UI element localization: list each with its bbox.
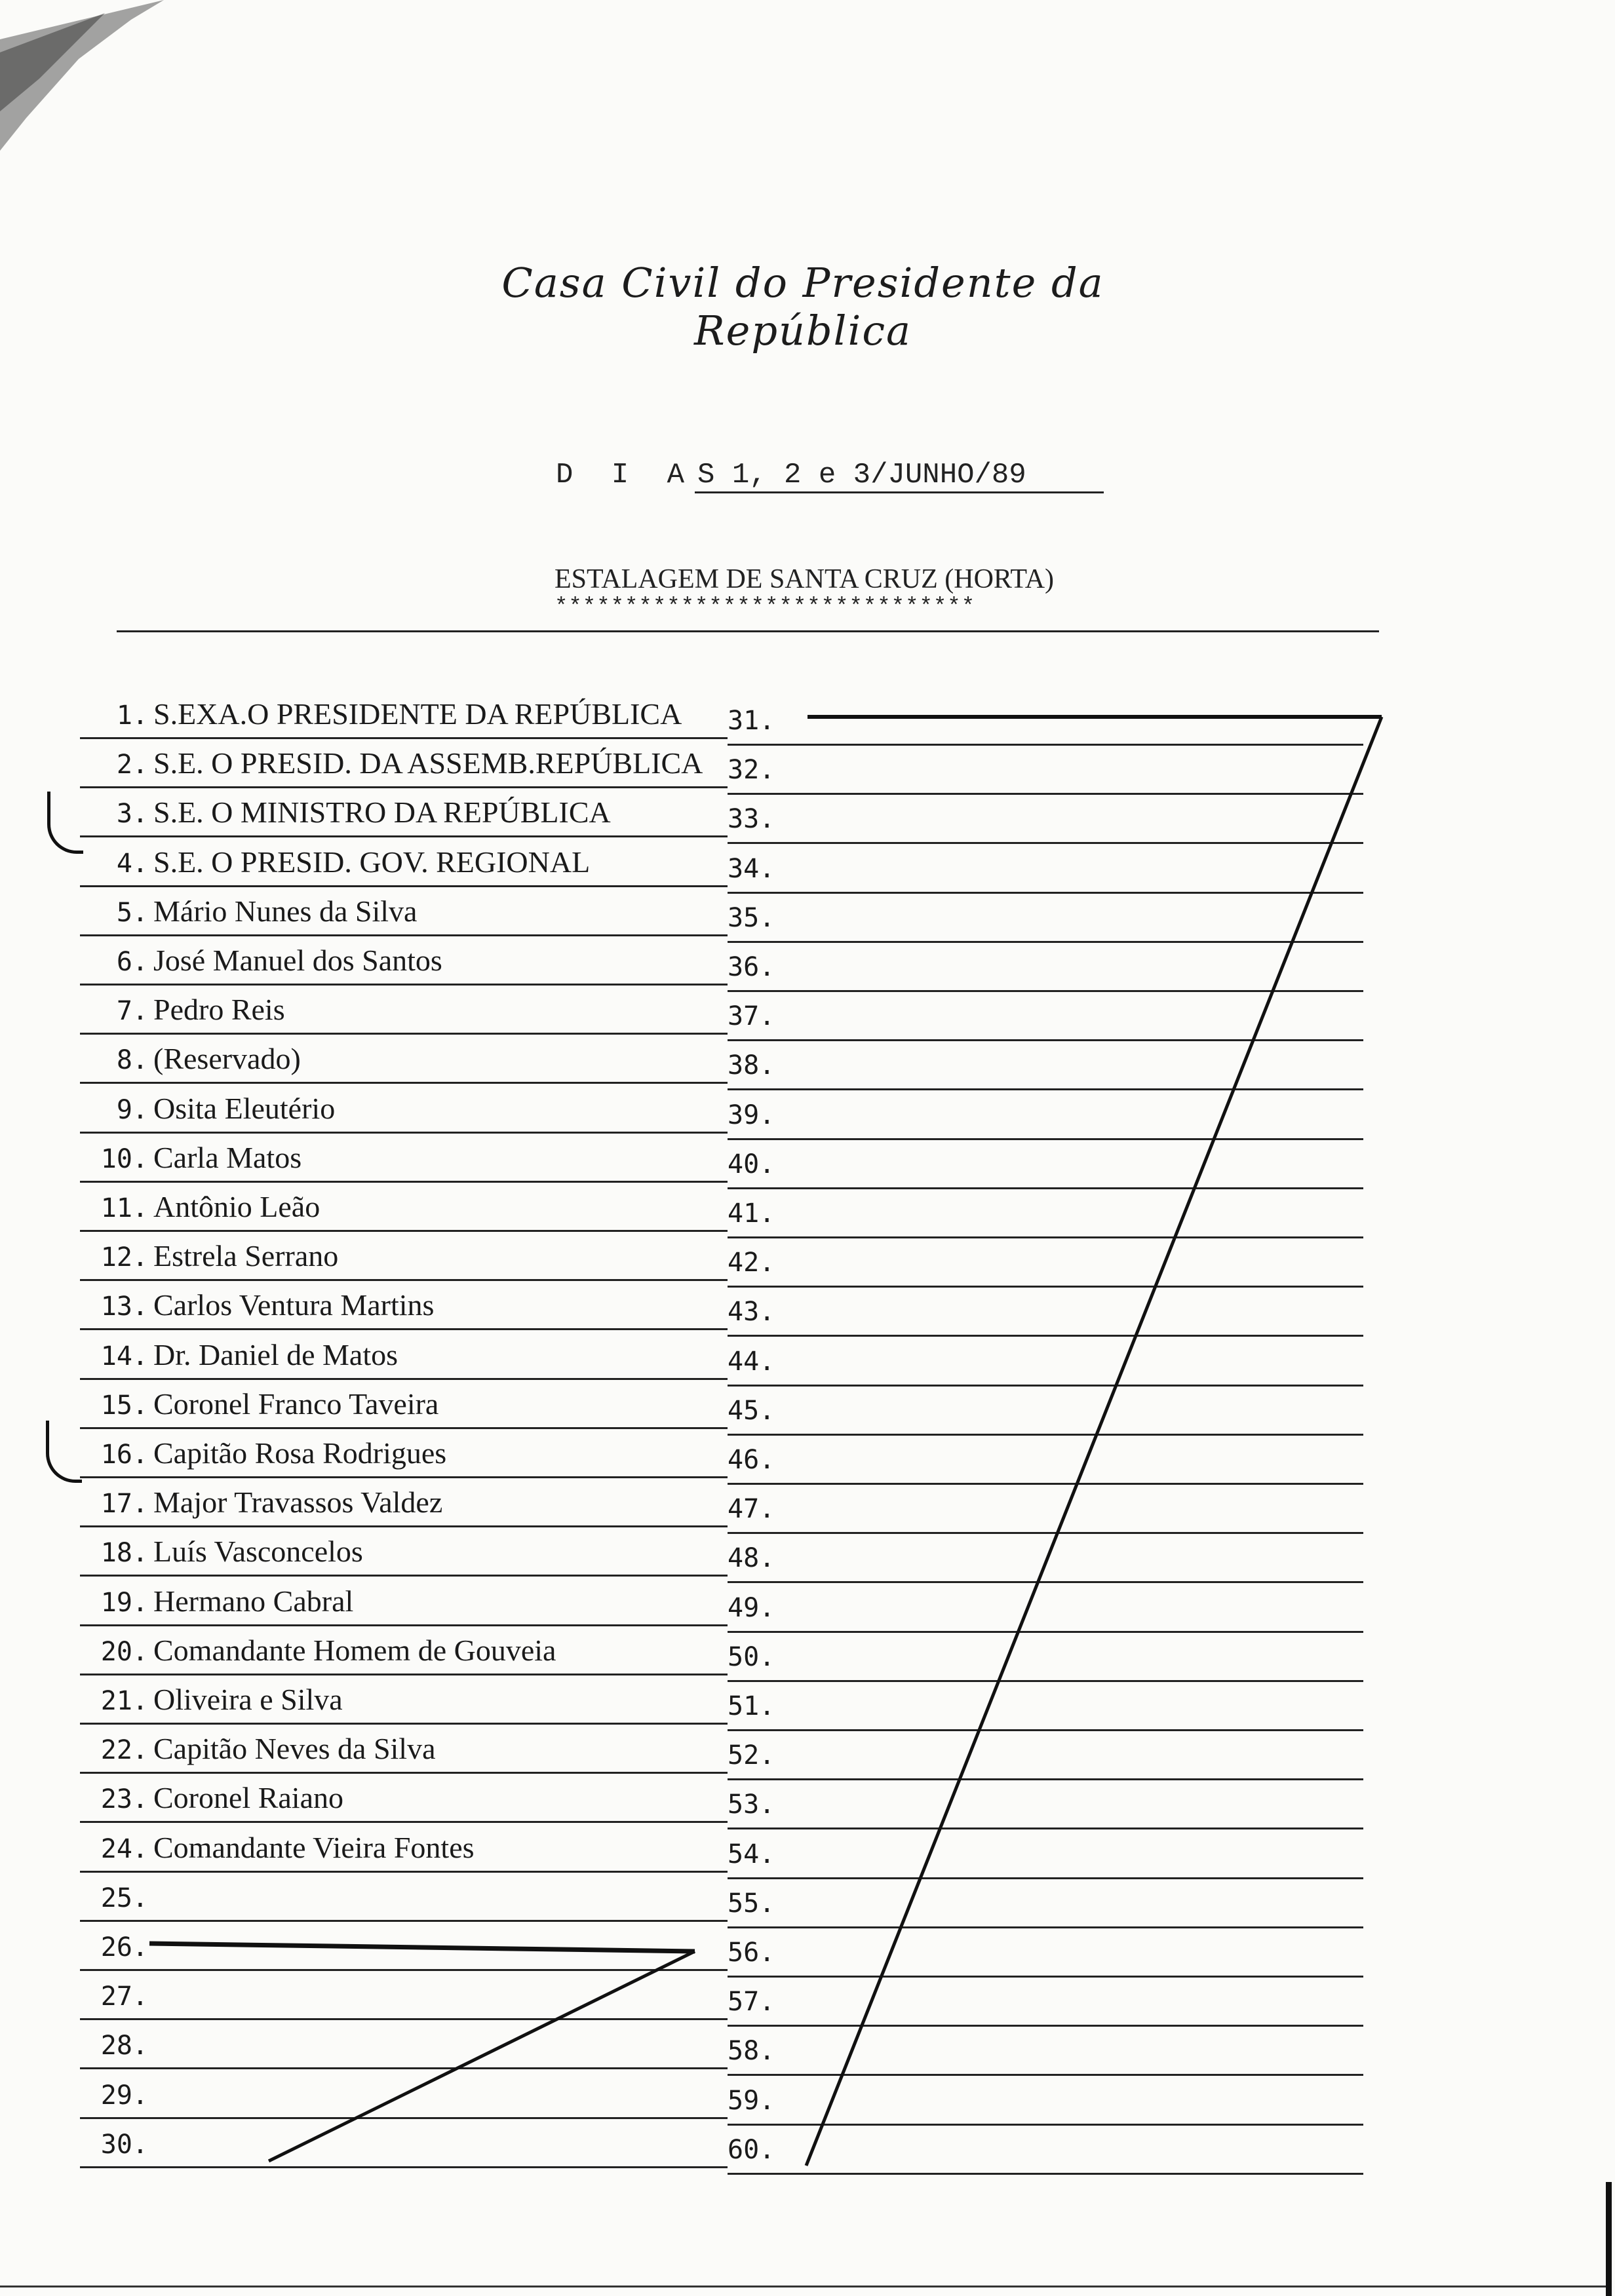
guest-name: Capitão Neves da Silva (153, 1732, 436, 1765)
row-number: 4. (116, 849, 148, 879)
letterhead: Casa Civil do Presidente da República (501, 259, 1104, 354)
row-number: 48. (728, 1543, 775, 1573)
row-number: 22. (100, 1735, 148, 1765)
guest-name: Oliveira e Silva (153, 1683, 343, 1716)
row-number: 53. (728, 1789, 775, 1820)
guest-name: Estrela Serrano (153, 1239, 339, 1272)
guest-name: Coronel Raiano (153, 1781, 343, 1814)
row-number: 11. (100, 1193, 148, 1223)
row-number: 2. (116, 750, 148, 780)
row-number: 60. (728, 2135, 775, 2165)
row-number: 57. (728, 1987, 775, 2017)
guest-name: Dr. Daniel de Matos (153, 1338, 399, 1371)
row-number: 25. (100, 1883, 148, 1913)
row-number: 59. (728, 2086, 775, 2116)
guest-name: Mário Nunes da Silva (153, 894, 418, 928)
row-number: 19. (100, 1588, 148, 1618)
row-number: 14. (100, 1341, 148, 1371)
row-number: 51. (728, 1691, 775, 1721)
guest-name: Antônio Leão (153, 1190, 321, 1223)
guest-name: S.E. O PRESID. GOV. REGIONAL (153, 845, 591, 879)
row-number: 54. (728, 1839, 775, 1869)
row-number: 18. (100, 1538, 148, 1568)
guest-name: S.EXA.O PRESIDENTE DA REPÚBLICA (153, 697, 682, 731)
row-number: 42. (728, 1248, 775, 1278)
row-number: 29. (100, 2080, 148, 2111)
row-number: 21. (100, 1686, 148, 1716)
guest-name: Carlos Ventura Martins (153, 1288, 435, 1322)
strike-line-bottom (149, 1943, 695, 1951)
row-number: 28. (100, 2031, 148, 2061)
row-number: 12. (100, 1242, 148, 1272)
row-number: 33. (728, 804, 775, 834)
row-number: 10. (100, 1144, 148, 1174)
guest-name: Capitão Rosa Rodrigues (153, 1436, 447, 1470)
row-number: 39. (728, 1100, 775, 1130)
guest-name: S.E. O PRESID. DA ASSEMB.REPÚBLICA (153, 746, 703, 780)
row-number: 17. (100, 1489, 148, 1519)
dates-value: S 1, 2 e 3/JUNHO/89 (695, 459, 1104, 493)
venue-title: ESTALAGEM DE SANTA CRUZ (HORTA) (555, 564, 1055, 594)
dates-label: D I A (556, 459, 695, 491)
edge-mark (1606, 2182, 1612, 2296)
row-number: 8. (116, 1045, 148, 1075)
row-number: 31. (728, 706, 775, 736)
venue-underline-stars: ****************************** (555, 595, 976, 620)
row-number: 45. (728, 1396, 775, 1426)
guest-name: Hermano Cabral (153, 1584, 354, 1618)
guest-name: Osita Eleutério (153, 1092, 336, 1125)
row-number: 49. (728, 1593, 775, 1623)
guest-name: Carla Matos (153, 1141, 302, 1174)
guest-name: José Manuel dos Santos (153, 944, 442, 977)
strike-line-right-diagonal (806, 717, 1382, 2166)
row-number: 13. (100, 1292, 148, 1322)
guest-name: Pedro Reis (153, 993, 285, 1026)
row-number: 30. (100, 2130, 148, 2160)
row-number: 58. (728, 2036, 775, 2066)
row-number: 5. (116, 898, 148, 928)
row-number: 24. (100, 1834, 148, 1864)
row-number: 32. (728, 755, 775, 785)
row-number: 6. (116, 947, 148, 977)
row-number: 56. (728, 1938, 775, 1968)
row-number: 7. (116, 996, 148, 1026)
row-number: 27. (100, 1981, 148, 2012)
row-number: 47. (728, 1494, 775, 1524)
guest-name: Coronel Franco Taveira (153, 1387, 439, 1421)
guest-name: Major Travassos Valdez (153, 1485, 443, 1519)
row-number: 26. (100, 1932, 148, 1962)
guest-name: Comandante Vieira Fontes (153, 1831, 475, 1864)
guest-name: Luís Vasconcelos (153, 1535, 363, 1568)
row-number: 1. (116, 700, 148, 731)
row-number: 16. (100, 1440, 148, 1470)
row-number: 20. (100, 1637, 148, 1667)
row-number: 15. (100, 1390, 148, 1421)
row-number: 37. (728, 1001, 775, 1031)
row-number: 40. (728, 1149, 775, 1179)
row-number: 3. (116, 799, 148, 829)
guest-name: Comandante Homem de Gouveia (153, 1634, 556, 1667)
row-number: 38. (728, 1050, 775, 1081)
row-number: 34. (728, 854, 775, 884)
row-number: 52. (728, 1740, 775, 1770)
row-number: 35. (728, 903, 775, 933)
row-number: 55. (728, 1888, 775, 1919)
row-number: 23. (100, 1784, 148, 1814)
guest-name: S.E. O MINISTRO DA REPÚBLICA (153, 795, 611, 829)
row-number: 41. (728, 1198, 775, 1229)
row-number: 9. (116, 1095, 148, 1125)
bottom-edge-line (0, 2286, 1606, 2287)
guest-name: (Reservado) (153, 1042, 301, 1075)
row-number: 36. (728, 952, 775, 982)
strike-line-left-diagonal (269, 1951, 695, 2161)
row-number: 50. (728, 1642, 775, 1672)
row-number: 46. (728, 1445, 775, 1475)
row-number: 43. (728, 1297, 775, 1327)
row-number: 44. (728, 1347, 775, 1377)
